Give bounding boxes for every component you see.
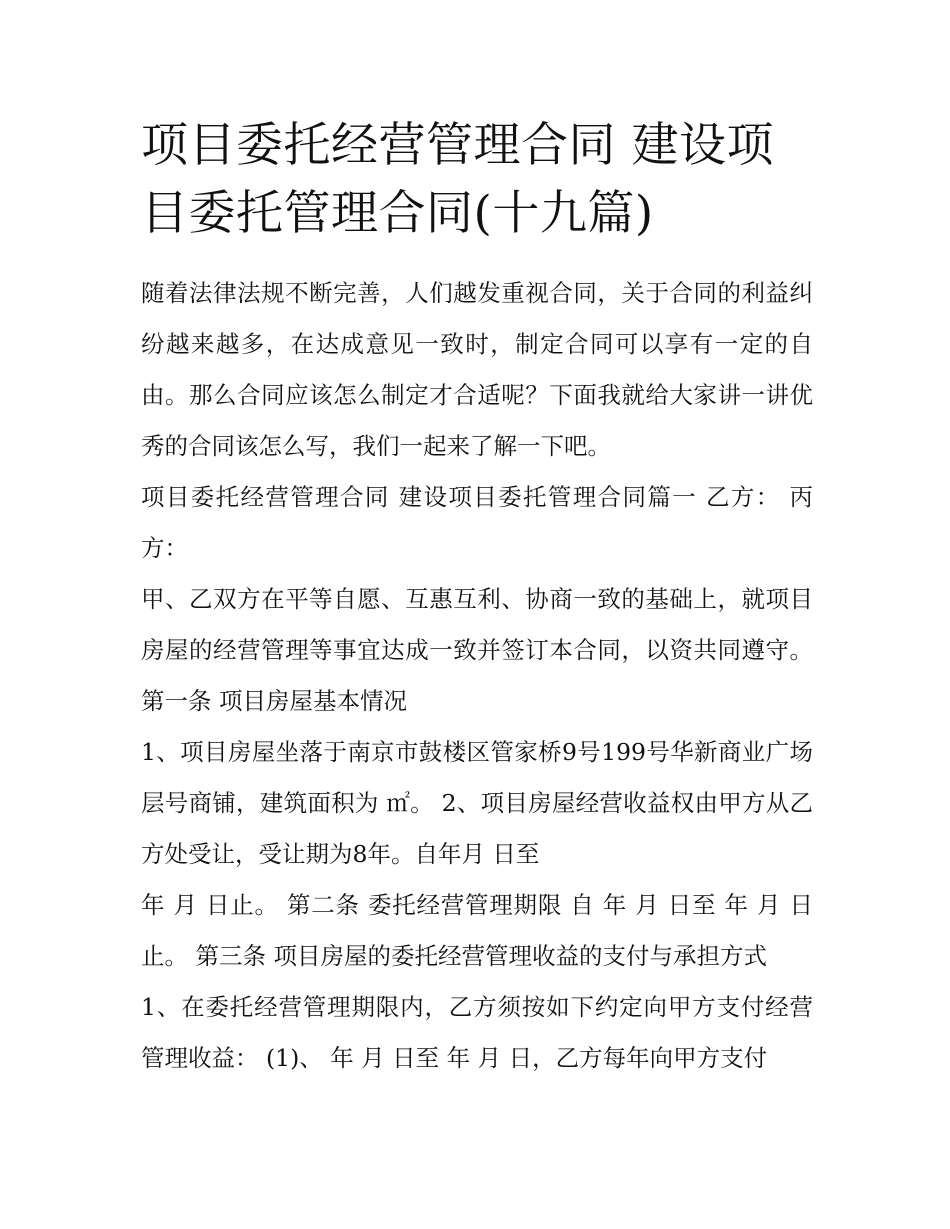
property-info-paragraph: 1、项目房屋坐落于南京市鼓楼区管家桥9号199号华新商业广场层号商铺，建筑面积为 ㎡。 2、项目房屋经营收益权由甲方从乙方处受让，受让期为8年。自年月 日至 — [141, 738, 813, 868]
payment-paragraph: 1、在委托经营管理期限内，乙方须按如下约定向甲方支付经营管理收益： (1)、 年 月 日至 年 月 日，乙方每年向甲方支付 — [141, 993, 813, 1072]
document-title: 项目委托经营管理合同 建设项目委托管理合同(十九篇) — [141, 118, 774, 241]
contract-heading-paragraph: 项目委托经营管理合同 建设项目委托管理合同篇一 乙方： 丙方： — [141, 483, 813, 562]
term-paragraph: 年 月 日止。 第二条 委托经营管理期限 自 年 月 日至 年 月 日止。 第三条 项目房屋的委托经营管理收益的支付与承担方式 — [141, 891, 813, 970]
document-page — [141, 112, 813, 1084]
intro-paragraph: 随着法律法规不断完善，人们越发重视合同，关于合同的利益纠纷越来越多，在达成意见一致时，制定合同可以享有一定的自由。那么合同应该怎么制定才合适呢？下面我就给大家讲一讲优秀的合同该怎么写，我们一起来了解一下吧。 — [141, 279, 813, 460]
agreement-paragraph: 甲、乙双方在平等自愿、互惠互利、协商一致的基础上，就项目房屋的经营管理等事宜达成一致并签订本合同，以资共同遵守。 第一条 项目房屋基本情况 — [141, 585, 813, 715]
